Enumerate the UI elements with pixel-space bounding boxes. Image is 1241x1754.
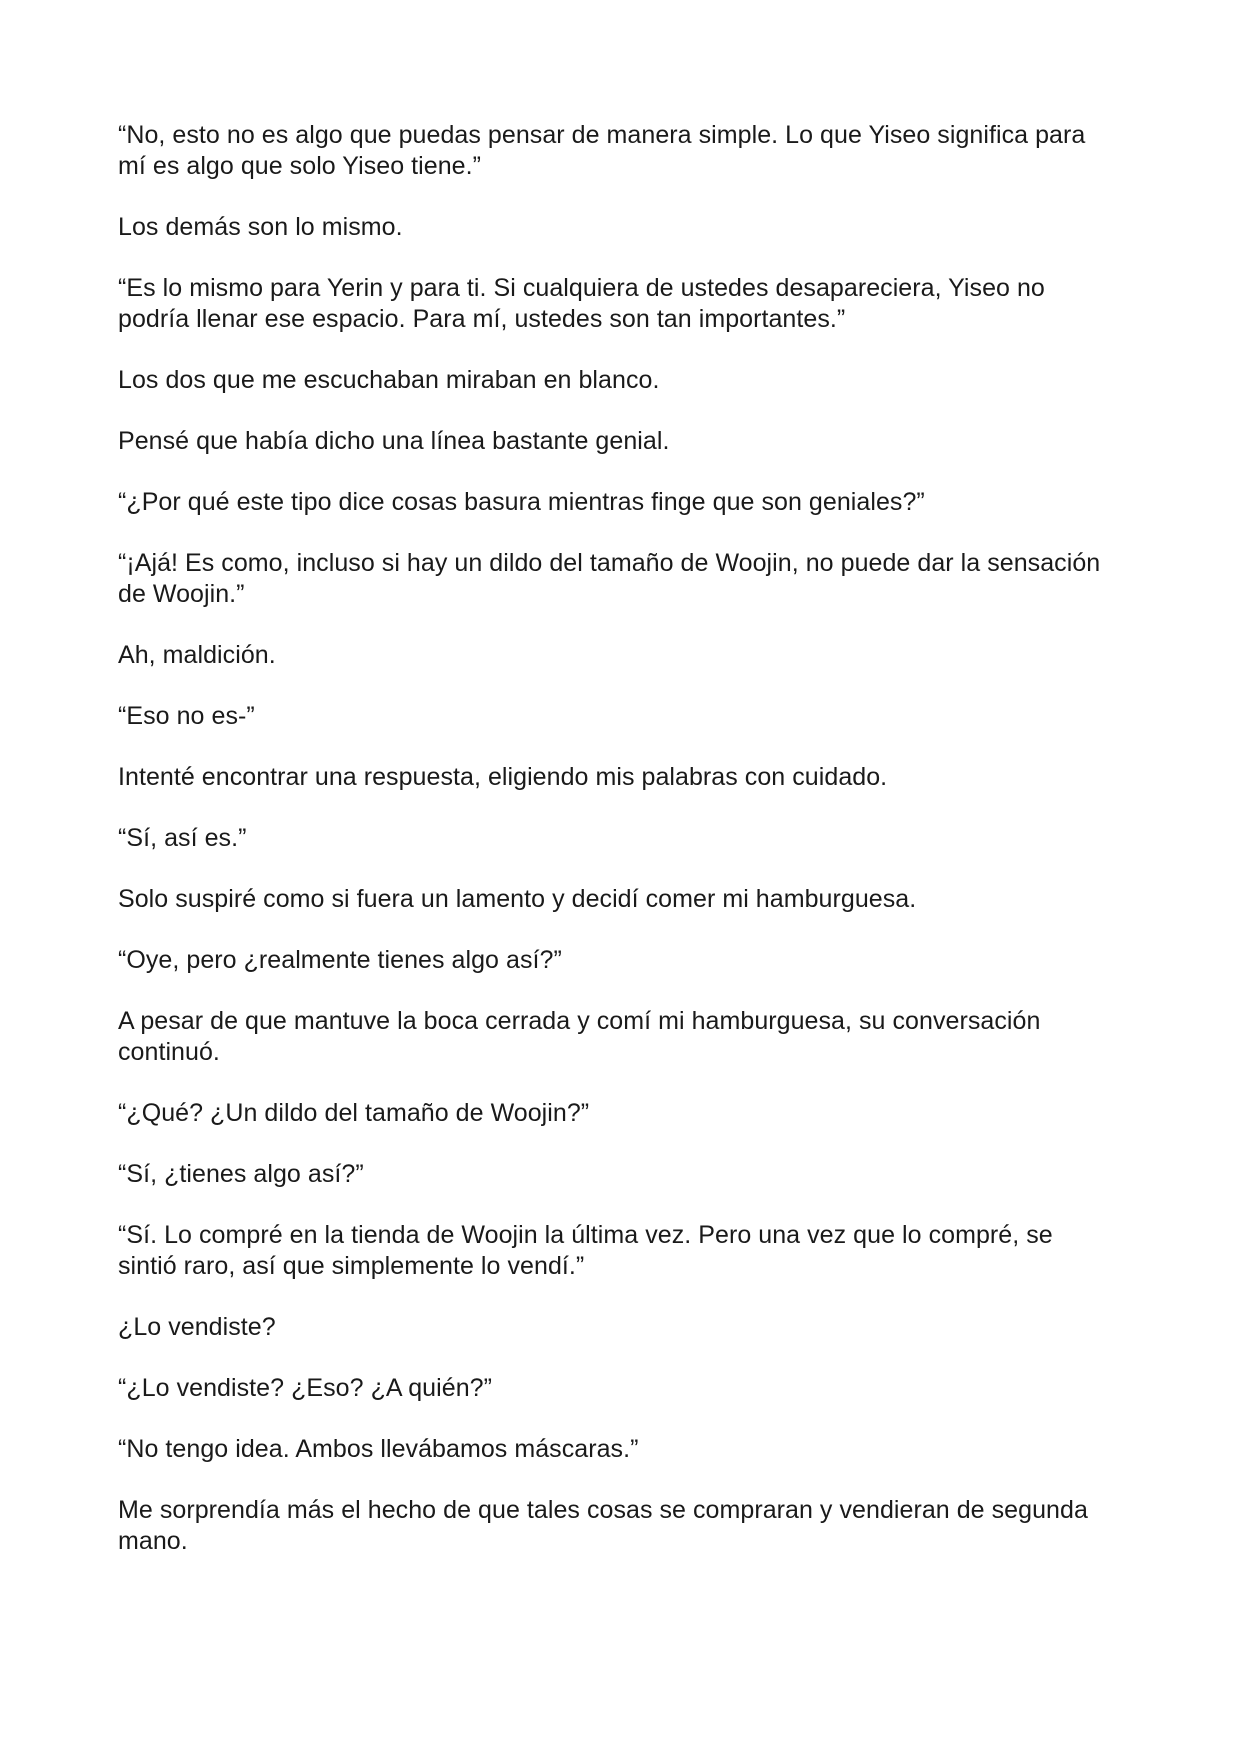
paragraph-18: ¿Lo vendiste? — [118, 1313, 276, 1341]
paragraph-21: Me sorprendía más el hecho de que tales cosas se compraran y vendieran de segunda mano. — [118, 1496, 1088, 1555]
paragraph-10: Intenté encontrar una respuesta, eligiendo mis palabras con cuidado. — [118, 763, 888, 791]
paragraph-11: “Sí, así es.” — [118, 824, 247, 852]
text-body — [118, 120, 1118, 1557]
paragraph-5: Pensé que había dicho una línea bastante genial. — [118, 427, 670, 455]
paragraph-20: “No tengo idea. Ambos llevábamos máscaras.” — [118, 1435, 639, 1463]
paragraph-17: “Sí. Lo compré en la tienda de Woojin la última vez. Pero una vez que lo compré, se sintió raro, así que simplemente lo vendí.” — [118, 1221, 1053, 1280]
paragraph-6: “¿Por qué este tipo dice cosas basura mientras finge que son geniales?” — [118, 488, 925, 516]
paragraph-15: “¿Qué? ¿Un dildo del tamaño de Woojin?” — [118, 1099, 590, 1127]
paragraph-3: “Es lo mismo para Yerin y para ti. Si cualquiera de ustedes desapareciera, Yiseo no podría llenar ese espacio. Para mí, ustedes son tan importantes.” — [118, 274, 1045, 333]
paragraph-2: Los demás son lo mismo. — [118, 213, 403, 241]
paragraph-8: Ah, maldición. — [118, 641, 276, 669]
paragraph-7: “¡Ajá! Es como, incluso si hay un dildo del tamaño de Woojin, no puede dar la sensación de Woojin.” — [118, 549, 1101, 608]
paragraph-19: “¿Lo vendiste? ¿Eso? ¿A quién?” — [118, 1374, 492, 1402]
paragraph-9: “Eso no es-” — [118, 702, 255, 730]
paragraph-13: “Oye, pero ¿realmente tienes algo así?” — [118, 946, 562, 974]
paragraph-12: Solo suspiré como si fuera un lamento y decidí comer mi hamburguesa. — [118, 885, 917, 913]
paragraph-1: “No, esto no es algo que puedas pensar de manera simple. Lo que Yiseo significa para mí es algo que solo Yiseo tiene.” — [118, 121, 1086, 180]
paragraph-4: Los dos que me escuchaban miraban en blanco. — [118, 366, 660, 394]
paragraph-16: “Sí, ¿tienes algo así?” — [118, 1160, 364, 1188]
paragraph-14: A pesar de que mantuve la boca cerrada y comí mi hamburguesa, su conversación continuó. — [118, 1007, 1041, 1066]
